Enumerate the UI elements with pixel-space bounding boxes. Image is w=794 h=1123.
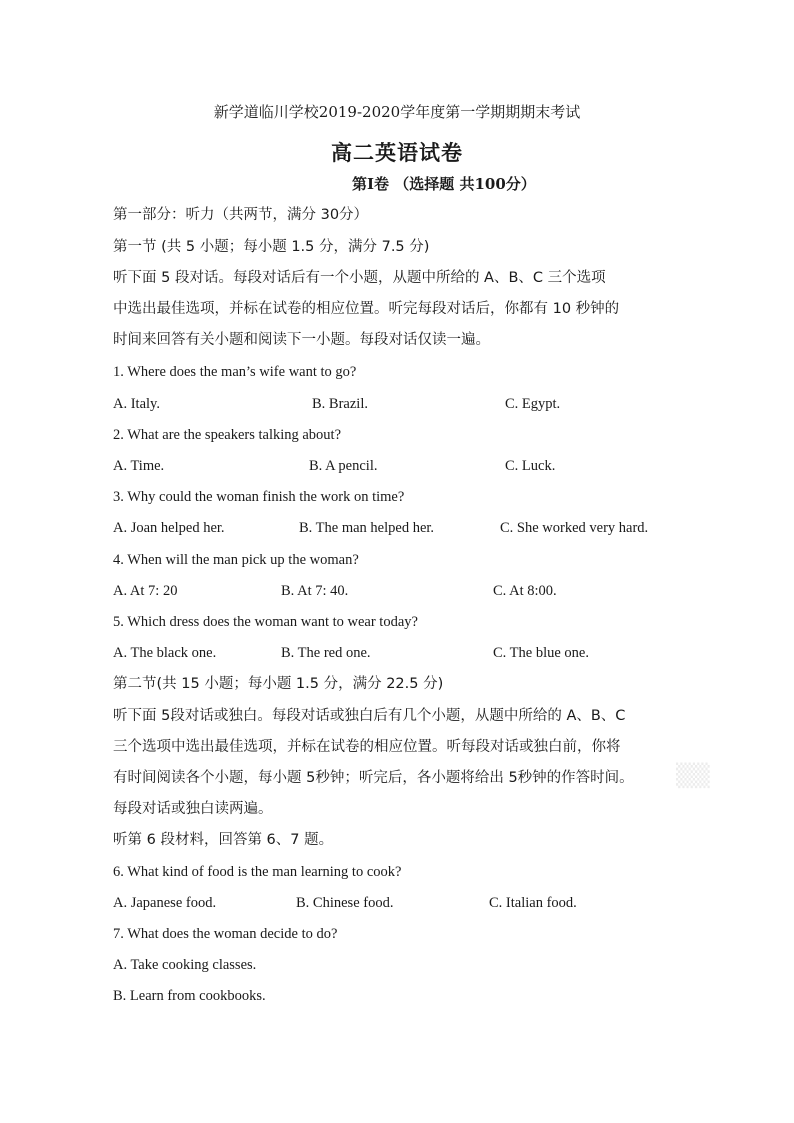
question-2: 2. What are the speakers talking about? [113,427,342,443]
question-5: 5. Which dress does the woman want to wear today? [113,614,418,630]
question-6: 6. What kind of food is the man learning to cook? [113,864,402,880]
section1-heading: 第一节 (共 5 小题；每小题 1.5 分，满分 7.5 分) [113,239,430,255]
question-2-option-b: B. A pencil. [309,458,378,474]
material-6-instruction: 听第 6 段材料，回答第 6、7 题。 [113,832,334,848]
question-3-option-c: C. She worked very hard. [500,520,649,536]
question-6-option-b: B. Chinese food. [296,895,394,911]
section2-instruction-3: 有时间阅读各个小题，每小题 5秒钟；听完后，各小题将给出 5秒钟的作答时间。 [113,770,634,786]
faint-watermark: ▒▒ [676,764,710,789]
section1-instruction-2: 中选出最佳选项，并标在试卷的相应位置。听完每段对话后，你都有 10 秒钟的 [113,301,620,317]
section2-instruction-1: 听下面 5段对话或独白。每段对话或独白后有几个小题，从题中所给的 A、B、C [113,708,626,724]
question-4-option-c: C. At 8:00. [493,583,557,599]
volume-heading: 第I卷 （选择题 共100分） [352,175,536,193]
section2-instruction-2: 三个选项中选出最佳选项，并标在试卷的相应位置。听每段对话或独白前，你将 [113,739,621,755]
question-2-option-c: C. Luck. [505,458,556,474]
section2-instruction-4: 每段对话或独白读两遍。 [113,801,273,817]
question-7-option-b: B. Learn from cookbooks. [113,988,266,1004]
question-1: 1. Where does the man’s wife want to go? [113,364,357,380]
part1-heading: 第一部分：听力（共两节，满分 30分） [113,207,369,223]
section1-instruction-3: 时间来回答有关小题和阅读下一小题。每段对话仅读一遍。 [113,332,490,348]
question-5-option-c: C. The blue one. [493,645,589,661]
question-6-option-c: C. Italian food. [489,895,577,911]
question-1-option-b: B. Brazil. [312,396,368,412]
question-2-option-a: A. Time. [113,458,165,474]
question-1-option-a: A. Italy. [113,396,160,412]
question-5-option-a: A. The black one. [113,645,217,661]
question-5-option-b: B. The red one. [281,645,371,661]
question-4-option-b: B. At 7: 40. [281,583,349,599]
question-6-option-a: A. Japanese food. [113,895,217,911]
question-7: 7. What does the woman decide to do? [113,926,338,942]
question-1-option-c: C. Egypt. [505,396,561,412]
question-3-option-a: A. Joan helped her. [113,520,225,536]
question-4-option-a: A. At 7: 20 [113,583,178,599]
school-exam-line: 新学道临川学校2019-2020学年度第一学期期期末考试 [213,103,581,121]
section2-heading: 第二节(共 15 小题；每小题 1.5 分，满分 22.5 分) [113,676,444,692]
exam-title: 高二英语试卷 [331,140,463,165]
question-3-option-b: B. The man helped her. [299,520,435,536]
question-4: 4. When will the man pick up the woman? [113,552,359,568]
section1-instruction-1: 听下面 5 段对话。每段对话后有一个小题，从题中所给的 A、B、C 三个选项 [113,270,606,286]
question-3: 3. Why could the woman finish the work on time? [113,489,405,505]
question-7-option-a: A. Take cooking classes. [113,957,257,973]
